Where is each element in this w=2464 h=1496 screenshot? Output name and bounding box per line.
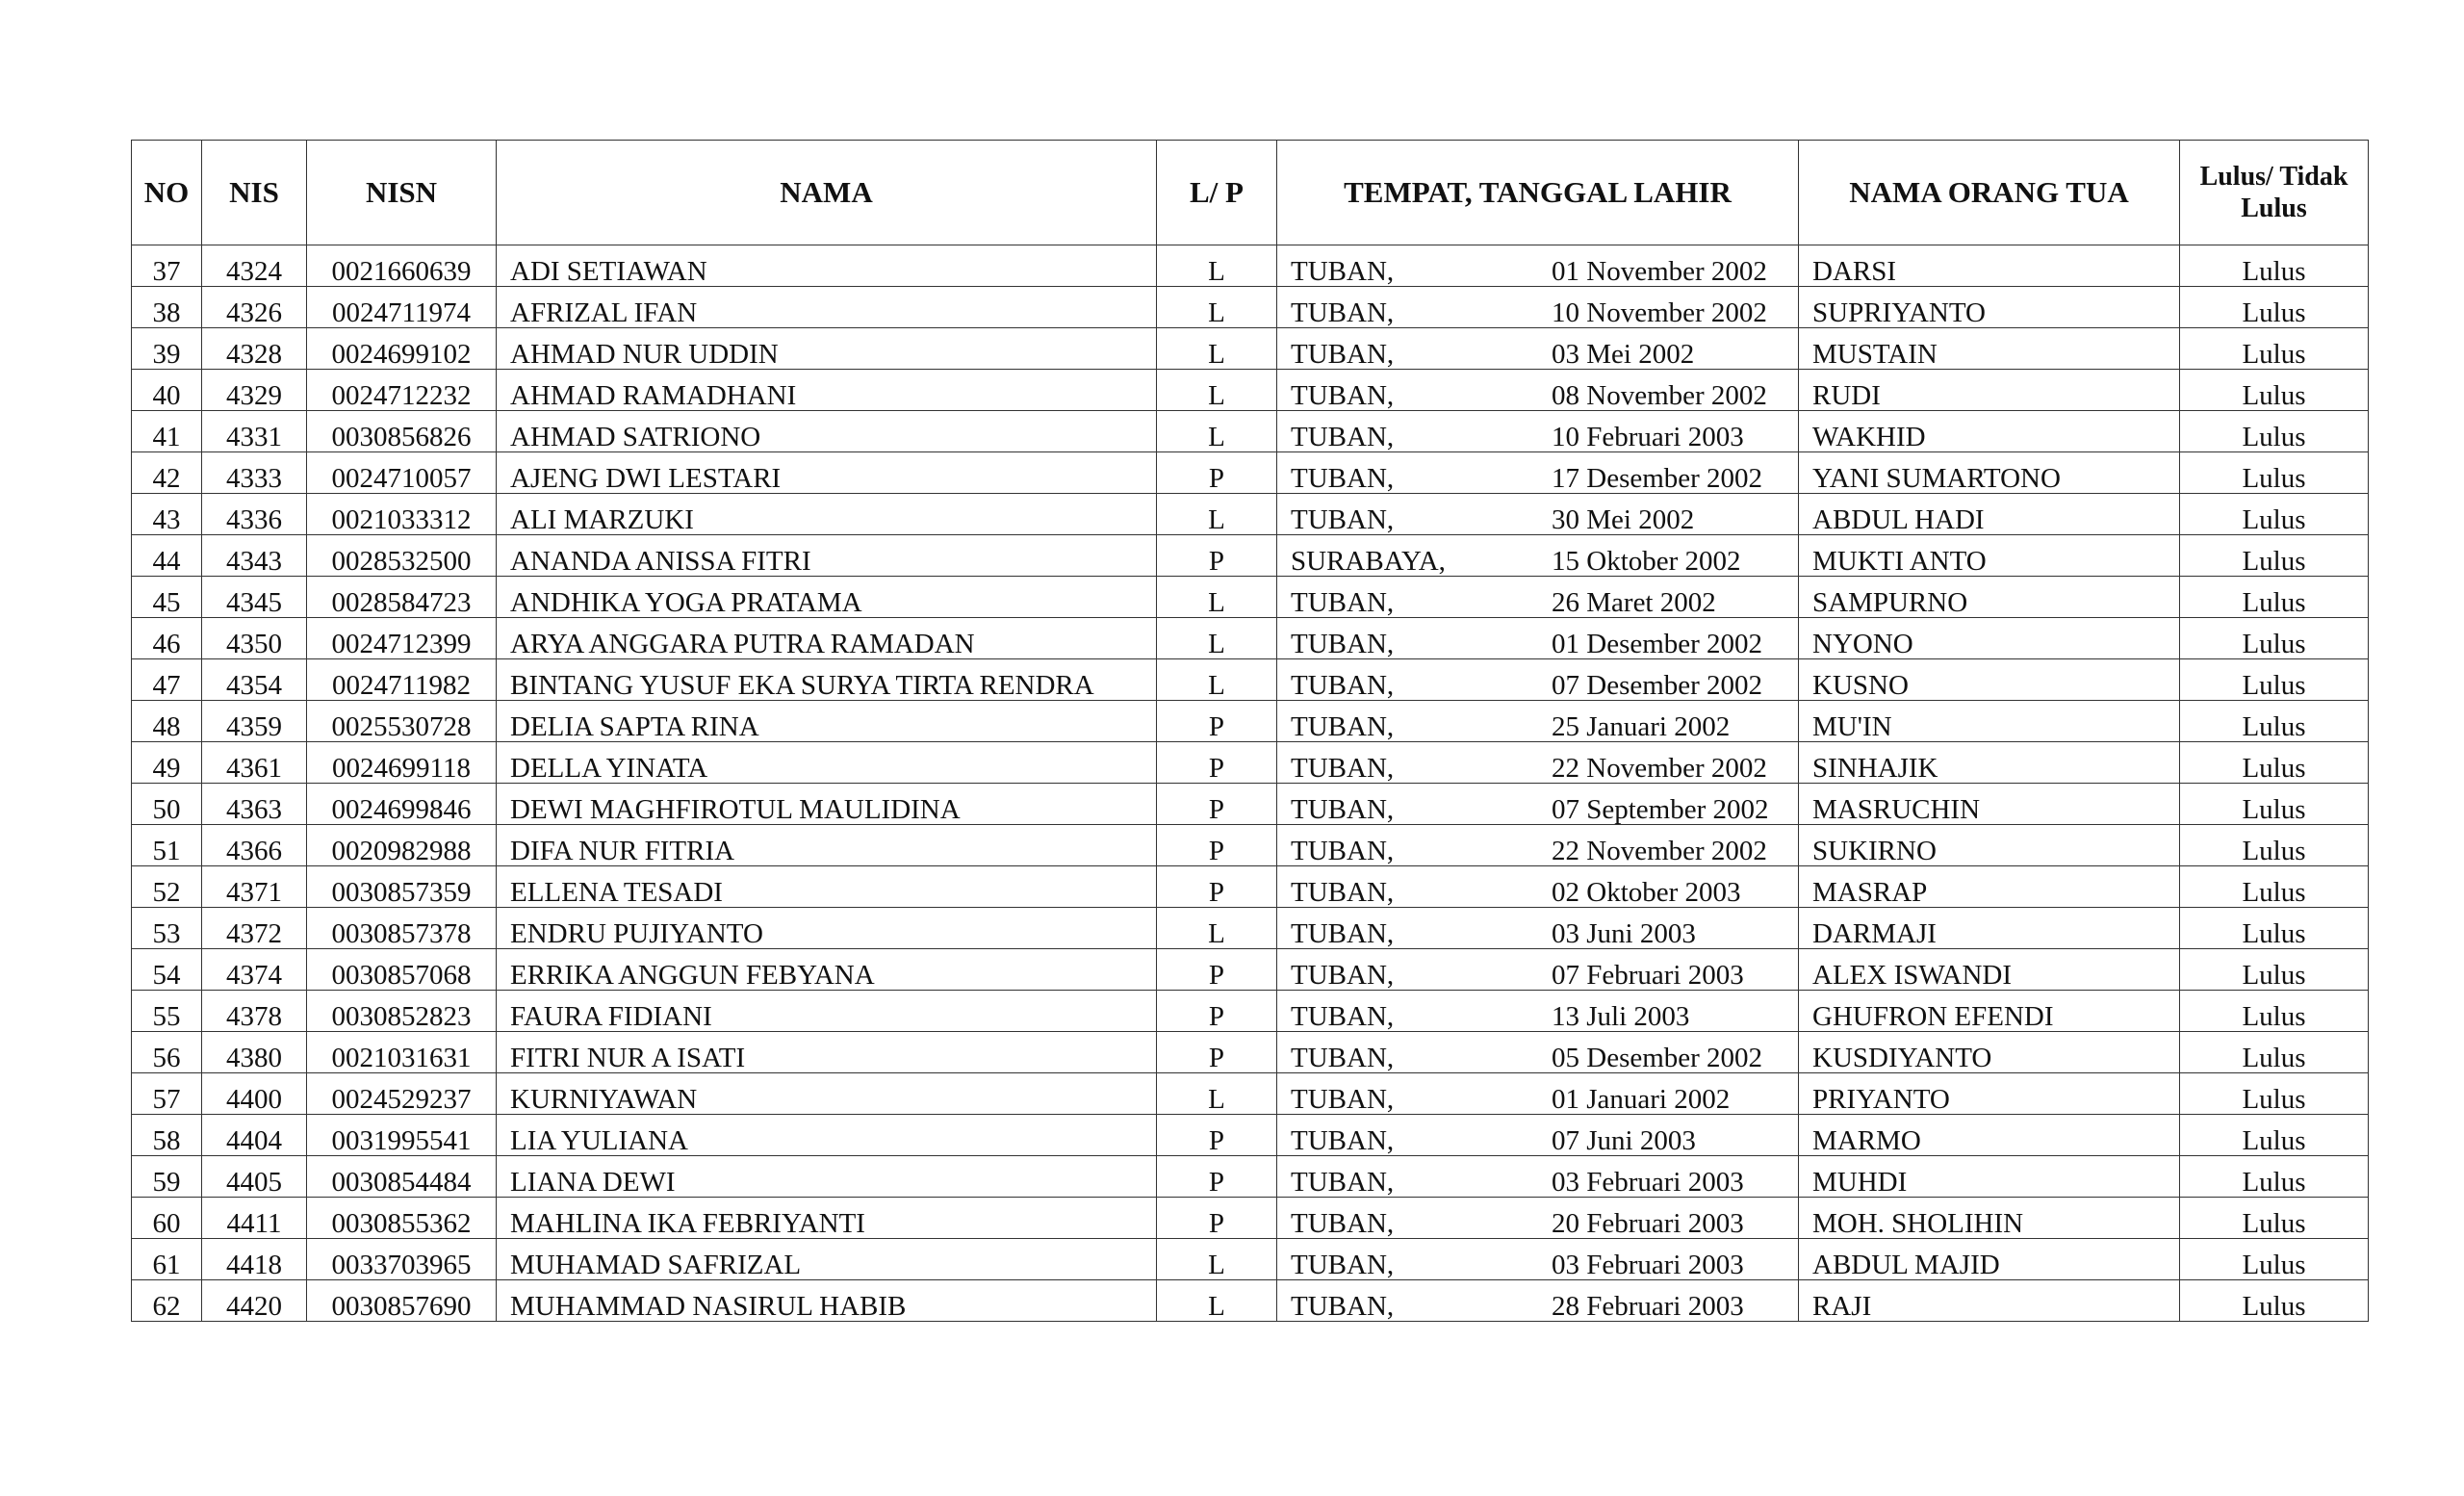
cell-status: Lulus [2180,1073,2369,1115]
birth-date: 15 Oktober 2002 [1552,546,1741,577]
cell-orang-tua: MU'IN [1799,701,2180,742]
cell-orang-tua: GHUFRON EFENDI [1799,991,2180,1032]
cell-birth [1277,411,1799,452]
birth-date: 13 Juli 2003 [1552,1001,1690,1032]
cell-nisn: 0030857359 [307,866,497,908]
birth-place: TUBAN, [1291,1084,1395,1115]
cell-nis: 4324 [202,245,307,287]
birth-date: 30 Mei 2002 [1552,504,1695,535]
cell-nama: ADI SETIAWAN [497,245,1157,287]
cell-nisn: 0024699118 [307,742,497,784]
cell-nisn: 0024712232 [307,370,497,411]
cell-lp: L [1157,287,1277,328]
cell-nisn: 0030855362 [307,1198,497,1239]
birth-place: TUBAN, [1291,1208,1395,1239]
cell-status: Lulus [2180,659,2369,701]
cell-nis: 4331 [202,411,307,452]
cell-nisn: 0030854484 [307,1156,497,1198]
birth-place: TUBAN, [1291,1043,1395,1073]
cell-no: 37 [132,245,202,287]
cell-lp: P [1157,866,1277,908]
header-status: Lulus/ Tidak Lulus [2180,141,2369,245]
table-row [132,1280,2369,1322]
cell-nis: 4372 [202,908,307,949]
cell-lp: P [1157,949,1277,991]
cell-orang-tua: MOH. SHOLIHIN [1799,1198,2180,1239]
cell-nama: MUHAMMAD NASIRUL HABIB [497,1280,1157,1322]
cell-lp: L [1157,328,1277,370]
birth-place: TUBAN, [1291,836,1395,866]
cell-nama: MUHAMAD SAFRIZAL [497,1239,1157,1280]
birth-place: TUBAN, [1291,587,1395,618]
cell-birth [1277,991,1799,1032]
cell-birth [1277,1239,1799,1280]
cell-no: 61 [132,1239,202,1280]
cell-nis: 4400 [202,1073,307,1115]
cell-nama: DELIA SAPTA RINA [497,701,1157,742]
cell-no: 43 [132,494,202,535]
cell-status: Lulus [2180,949,2369,991]
cell-birth [1277,1156,1799,1198]
cell-nama: AHMAD NUR UDDIN [497,328,1157,370]
cell-lp: L [1157,245,1277,287]
cell-orang-tua: SAMPURNO [1799,577,2180,618]
cell-no: 45 [132,577,202,618]
cell-nis: 4363 [202,784,307,825]
cell-orang-tua: MUKTI ANTO [1799,535,2180,577]
birth-place: TUBAN, [1291,629,1395,659]
cell-nis: 4366 [202,825,307,866]
cell-nama: LIANA DEWI [497,1156,1157,1198]
cell-orang-tua: MASRUCHIN [1799,784,2180,825]
cell-birth [1277,370,1799,411]
cell-orang-tua: ABDUL HADI [1799,494,2180,535]
cell-status: Lulus [2180,411,2369,452]
table-row [132,287,2369,328]
cell-nisn: 0020982988 [307,825,497,866]
cell-status: Lulus [2180,370,2369,411]
cell-lp: P [1157,1156,1277,1198]
cell-lp: L [1157,370,1277,411]
birth-place: TUBAN, [1291,877,1395,908]
birth-date: 20 Februari 2003 [1552,1208,1744,1239]
cell-lp: P [1157,825,1277,866]
cell-nis: 4333 [202,452,307,494]
cell-status: Lulus [2180,618,2369,659]
cell-no: 53 [132,908,202,949]
cell-lp: P [1157,784,1277,825]
birth-date: 01 Desember 2002 [1552,629,1763,659]
cell-birth [1277,245,1799,287]
cell-birth [1277,742,1799,784]
table-row [132,535,2369,577]
cell-nisn: 0028532500 [307,535,497,577]
birth-date: 05 Desember 2002 [1552,1043,1763,1073]
birth-date: 22 November 2002 [1552,753,1767,784]
cell-orang-tua: MARMO [1799,1115,2180,1156]
cell-orang-tua: ABDUL MAJID [1799,1239,2180,1280]
cell-no: 47 [132,659,202,701]
cell-no: 60 [132,1198,202,1239]
cell-lp: P [1157,1115,1277,1156]
cell-status: Lulus [2180,328,2369,370]
birth-place: TUBAN, [1291,256,1395,287]
cell-lp: P [1157,535,1277,577]
cell-status: Lulus [2180,1115,2369,1156]
cell-orang-tua: ALEX ISWANDI [1799,949,2180,991]
cell-no: 51 [132,825,202,866]
cell-birth [1277,287,1799,328]
birth-date: 03 Juni 2003 [1552,918,1696,949]
cell-orang-tua: NYONO [1799,618,2180,659]
cell-nama: ANDHIKA YOGA PRATAMA [497,577,1157,618]
cell-nis: 4378 [202,991,307,1032]
cell-no: 41 [132,411,202,452]
cell-orang-tua: WAKHID [1799,411,2180,452]
cell-orang-tua: SINHAJIK [1799,742,2180,784]
header-row [132,141,2369,245]
cell-nisn: 0030857378 [307,908,497,949]
cell-no: 59 [132,1156,202,1198]
cell-nisn: 0033703965 [307,1239,497,1280]
birth-place: TUBAN, [1291,463,1395,494]
cell-nis: 4329 [202,370,307,411]
cell-nama: ALI MARZUKI [497,494,1157,535]
cell-no: 55 [132,991,202,1032]
cell-nis: 4350 [202,618,307,659]
cell-orang-tua: MUHDI [1799,1156,2180,1198]
cell-nis: 4326 [202,287,307,328]
cell-orang-tua: MUSTAIN [1799,328,2180,370]
table-body [132,245,2369,1322]
cell-status: Lulus [2180,494,2369,535]
cell-nama: ANANDA ANISSA FITRI [497,535,1157,577]
cell-birth [1277,1198,1799,1239]
cell-status: Lulus [2180,577,2369,618]
birth-place: TUBAN, [1291,1291,1395,1322]
cell-no: 48 [132,701,202,742]
cell-nisn: 0030856826 [307,411,497,452]
birth-place: TUBAN, [1291,670,1395,701]
cell-orang-tua: MASRAP [1799,866,2180,908]
cell-nis: 4411 [202,1198,307,1239]
cell-no: 54 [132,949,202,991]
cell-nisn: 0025530728 [307,701,497,742]
table-row [132,1032,2369,1073]
birth-place: TUBAN, [1291,794,1395,825]
table-row [132,1198,2369,1239]
cell-nama: DELLA YINATA [497,742,1157,784]
cell-nis: 4336 [202,494,307,535]
table-row [132,1073,2369,1115]
graduation-table [131,140,2369,1322]
birth-place: TUBAN, [1291,960,1395,991]
cell-nis: 4354 [202,659,307,701]
cell-status: Lulus [2180,1280,2369,1322]
table-row [132,659,2369,701]
cell-lp: L [1157,494,1277,535]
birth-place: TUBAN, [1291,753,1395,784]
cell-nis: 4404 [202,1115,307,1156]
cell-orang-tua: RAJI [1799,1280,2180,1322]
cell-orang-tua: SUKIRNO [1799,825,2180,866]
cell-nama: AFRIZAL IFAN [497,287,1157,328]
cell-nis: 4343 [202,535,307,577]
cell-lp: L [1157,618,1277,659]
table-row [132,577,2369,618]
cell-lp: L [1157,659,1277,701]
cell-birth [1277,825,1799,866]
cell-nama: DIFA NUR FITRIA [497,825,1157,866]
birth-date: 10 November 2002 [1552,297,1767,328]
birth-place: TUBAN, [1291,422,1395,452]
cell-nisn: 0030857068 [307,949,497,991]
birth-date: 25 Januari 2002 [1552,711,1731,742]
cell-nama: DEWI MAGHFIROTUL MAULIDINA [497,784,1157,825]
cell-lp: P [1157,452,1277,494]
cell-nis: 4418 [202,1239,307,1280]
cell-lp: P [1157,701,1277,742]
cell-nama: ARYA ANGGARA PUTRA RAMADAN [497,618,1157,659]
cell-nama: ENDRU PUJIYANTO [497,908,1157,949]
table-row [132,742,2369,784]
table-row [132,949,2369,991]
cell-status: Lulus [2180,701,2369,742]
birth-place: TUBAN, [1291,1001,1395,1032]
cell-birth [1277,535,1799,577]
table-row [132,328,2369,370]
cell-birth [1277,1280,1799,1322]
birth-date: 10 Februari 2003 [1552,422,1744,452]
cell-lp: L [1157,411,1277,452]
header-nis: NIS [202,141,307,245]
cell-lp: P [1157,991,1277,1032]
table-row [132,908,2369,949]
cell-lp: P [1157,1032,1277,1073]
birth-date: 02 Oktober 2003 [1552,877,1741,908]
cell-nisn: 0024699102 [307,328,497,370]
cell-status: Lulus [2180,452,2369,494]
cell-birth [1277,1032,1799,1073]
header-nisn: NISN [307,141,497,245]
birth-place: TUBAN, [1291,339,1395,370]
header-lp: L/ P [1157,141,1277,245]
cell-no: 40 [132,370,202,411]
birth-date: 07 Juni 2003 [1552,1125,1696,1156]
cell-no: 42 [132,452,202,494]
cell-birth [1277,784,1799,825]
birth-place: SURABAYA, [1291,546,1446,577]
cell-status: Lulus [2180,1198,2369,1239]
table-row [132,991,2369,1032]
cell-status: Lulus [2180,535,2369,577]
table-row [132,245,2369,287]
cell-nis: 4420 [202,1280,307,1322]
cell-nis: 4328 [202,328,307,370]
cell-status: Lulus [2180,825,2369,866]
header-no: NO [132,141,202,245]
birth-place: TUBAN, [1291,297,1395,328]
cell-lp: L [1157,1280,1277,1322]
cell-birth [1277,659,1799,701]
table-row [132,701,2369,742]
birth-date: 03 Februari 2003 [1552,1250,1744,1280]
cell-status: Lulus [2180,742,2369,784]
cell-nis: 4345 [202,577,307,618]
birth-date: 07 Februari 2003 [1552,960,1744,991]
birth-place: TUBAN, [1291,918,1395,949]
cell-lp: L [1157,1239,1277,1280]
cell-status: Lulus [2180,784,2369,825]
header-ttl: TEMPAT, TANGGAL LAHIR [1277,141,1799,245]
table-row [132,411,2369,452]
cell-nisn: 0031995541 [307,1115,497,1156]
cell-nisn: 0024711974 [307,287,497,328]
cell-birth [1277,1115,1799,1156]
cell-orang-tua: DARMAJI [1799,908,2180,949]
cell-status: Lulus [2180,1032,2369,1073]
cell-orang-tua: SUPRIYANTO [1799,287,2180,328]
cell-orang-tua: RUDI [1799,370,2180,411]
cell-nama: BINTANG YUSUF EKA SURYA TIRTA RENDRA [497,659,1157,701]
birth-date: 22 November 2002 [1552,836,1767,866]
cell-status: Lulus [2180,245,2369,287]
cell-nisn: 0030857690 [307,1280,497,1322]
cell-no: 46 [132,618,202,659]
table-row [132,866,2369,908]
cell-birth [1277,328,1799,370]
cell-no: 49 [132,742,202,784]
cell-status: Lulus [2180,991,2369,1032]
cell-nisn: 0024711982 [307,659,497,701]
birth-date: 01 Januari 2002 [1552,1084,1731,1115]
birth-date: 07 Desember 2002 [1552,670,1763,701]
cell-status: Lulus [2180,1156,2369,1198]
cell-nama: AHMAD RAMADHANI [497,370,1157,411]
cell-no: 38 [132,287,202,328]
table-row [132,1156,2369,1198]
cell-no: 50 [132,784,202,825]
cell-nisn: 0024529237 [307,1073,497,1115]
cell-nama: LIA YULIANA [497,1115,1157,1156]
cell-nisn: 0024699846 [307,784,497,825]
cell-birth [1277,618,1799,659]
cell-birth [1277,1073,1799,1115]
cell-lp: L [1157,908,1277,949]
header-orang-tua: NAMA ORANG TUA [1799,141,2180,245]
cell-no: 39 [132,328,202,370]
birth-date: 01 November 2002 [1552,256,1767,287]
cell-nis: 4405 [202,1156,307,1198]
birth-place: TUBAN, [1291,1250,1395,1280]
birth-place: TUBAN, [1291,504,1395,535]
cell-orang-tua: PRIYANTO [1799,1073,2180,1115]
cell-nama: FITRI NUR A ISATI [497,1032,1157,1073]
birth-place: TUBAN, [1291,1167,1395,1198]
birth-date: 08 November 2002 [1552,380,1767,411]
cell-status: Lulus [2180,908,2369,949]
cell-nama: ERRIKA ANGGUN FEBYANA [497,949,1157,991]
cell-no: 56 [132,1032,202,1073]
table-row [132,370,2369,411]
birth-date: 26 Maret 2002 [1552,587,1716,618]
cell-nis: 4371 [202,866,307,908]
cell-nis: 4359 [202,701,307,742]
cell-nisn: 0030852823 [307,991,497,1032]
cell-nama: ELLENA TESADI [497,866,1157,908]
cell-birth [1277,866,1799,908]
birth-date: 07 September 2002 [1552,794,1769,825]
cell-no: 62 [132,1280,202,1322]
cell-lp: P [1157,1198,1277,1239]
cell-nama: MAHLINA IKA FEBRIYANTI [497,1198,1157,1239]
cell-birth [1277,908,1799,949]
table-row [132,784,2369,825]
birth-date: 03 Mei 2002 [1552,339,1695,370]
cell-birth [1277,494,1799,535]
cell-nama: AHMAD SATRIONO [497,411,1157,452]
cell-orang-tua: KUSNO [1799,659,2180,701]
cell-nisn: 0021031631 [307,1032,497,1073]
cell-orang-tua: DARSI [1799,245,2180,287]
cell-nisn: 0024710057 [307,452,497,494]
cell-nama: AJENG DWI LESTARI [497,452,1157,494]
table-row [132,1239,2369,1280]
birth-date: 28 Februari 2003 [1552,1291,1744,1322]
cell-nisn: 0021660639 [307,245,497,287]
cell-lp: L [1157,1073,1277,1115]
cell-birth [1277,949,1799,991]
cell-status: Lulus [2180,866,2369,908]
table-row [132,825,2369,866]
cell-lp: L [1157,577,1277,618]
cell-nisn: 0028584723 [307,577,497,618]
cell-birth [1277,452,1799,494]
cell-nisn: 0024712399 [307,618,497,659]
table-row [132,618,2369,659]
cell-birth [1277,577,1799,618]
table-row [132,1115,2369,1156]
table-row [132,494,2369,535]
cell-nis: 4361 [202,742,307,784]
cell-nis: 4380 [202,1032,307,1073]
cell-nama: KURNIYAWAN [497,1073,1157,1115]
cell-status: Lulus [2180,1239,2369,1280]
cell-no: 52 [132,866,202,908]
table-header [132,141,2369,245]
birth-place: TUBAN, [1291,711,1395,742]
birth-place: TUBAN, [1291,1125,1395,1156]
birth-place: TUBAN, [1291,380,1395,411]
birth-date: 17 Desember 2002 [1552,463,1763,494]
table-row [132,452,2369,494]
birth-date: 03 Februari 2003 [1552,1167,1744,1198]
cell-birth [1277,701,1799,742]
cell-status: Lulus [2180,287,2369,328]
cell-nama: FAURA FIDIANI [497,991,1157,1032]
cell-no: 57 [132,1073,202,1115]
cell-nis: 4374 [202,949,307,991]
cell-lp: P [1157,742,1277,784]
cell-orang-tua: KUSDIYANTO [1799,1032,2180,1073]
cell-no: 44 [132,535,202,577]
cell-nisn: 0021033312 [307,494,497,535]
header-nama: NAMA [497,141,1157,245]
cell-no: 58 [132,1115,202,1156]
cell-orang-tua: YANI SUMARTONO [1799,452,2180,494]
